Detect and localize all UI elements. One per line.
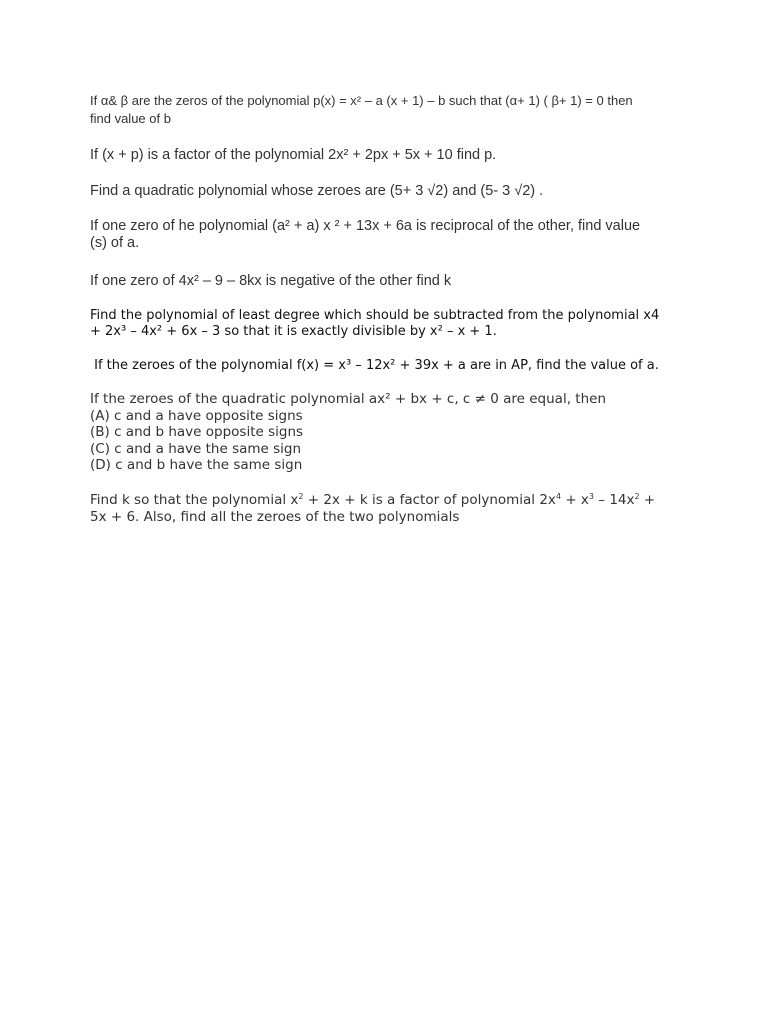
exponent: 3 [588, 492, 595, 501]
option-a: (A) c and a have opposite signs [90, 407, 303, 424]
text-part: + 2x + k is a factor of polynomial 2x [303, 492, 556, 508]
question-least-degree-polynomial [90, 308, 675, 340]
text-part: + [639, 492, 656, 508]
exponent: 2 [298, 492, 304, 501]
question-line: + 2x³ – 4x² + 6x – 3 so that it is exactly divisible by x² – x + 1. [90, 324, 497, 339]
question-zeros-alpha-beta [90, 92, 675, 128]
question-equal-zeroes-mcq [90, 391, 675, 474]
question-line [90, 492, 675, 509]
question-line: 5x + 6. Also, find all the zeroes of the two polynomials [90, 509, 460, 525]
exponent: 2 [634, 492, 640, 501]
question-stem: If the zeroes of the quadratic polynomial ax² + bx + c, c ≠ 0 are equal, then [90, 391, 606, 407]
option-b: (B) c and b have opposite signs [90, 424, 304, 440]
question-negative-zero: If one zero of 4x² – 9 – 8kx is negative of the other find k [90, 273, 452, 289]
option-d: (D) c and b have the same sign [90, 457, 303, 473]
option-c: (C) c and a have the same sign [90, 440, 302, 457]
text-part: Find k so that the polynomial x [90, 492, 299, 508]
question-line: If α& β are the zeros of the polynomial p(x) = x² – a (x + 1) – b such that (α+ 1) ( β+ 1) = 0 then [90, 93, 633, 108]
text-part: + x [561, 492, 589, 508]
exponent: 4 [555, 492, 562, 501]
question-line: If one zero of he polynomial (a² + a) x ² + 13x + 6a is reciprocal of the other, find value [90, 218, 641, 234]
question-line: Find the polynomial of least degree which should be subtracted from the polynomial x4 [90, 308, 660, 323]
question-line: (s) of a. [90, 235, 140, 251]
text-part: – 14x [594, 492, 635, 508]
question-quadratic-from-zeroes: Find a quadratic polynomial whose zeroes are (5+ 3 √2) and (5- 3 √2) . [90, 183, 544, 199]
question-reciprocal-zero [90, 218, 675, 252]
question-factor-find-p: If (x + p) is a factor of the polynomial 2x² + 2px + 5x + 10 find p. [90, 147, 497, 163]
question-zeroes-in-ap: If the zeroes of the polynomial f(x) = x³ – 12x² + 39x + a are in AP, find the value of a. [90, 358, 659, 373]
question-line: find value of b [90, 111, 171, 126]
question-find-k-factor [90, 492, 675, 526]
